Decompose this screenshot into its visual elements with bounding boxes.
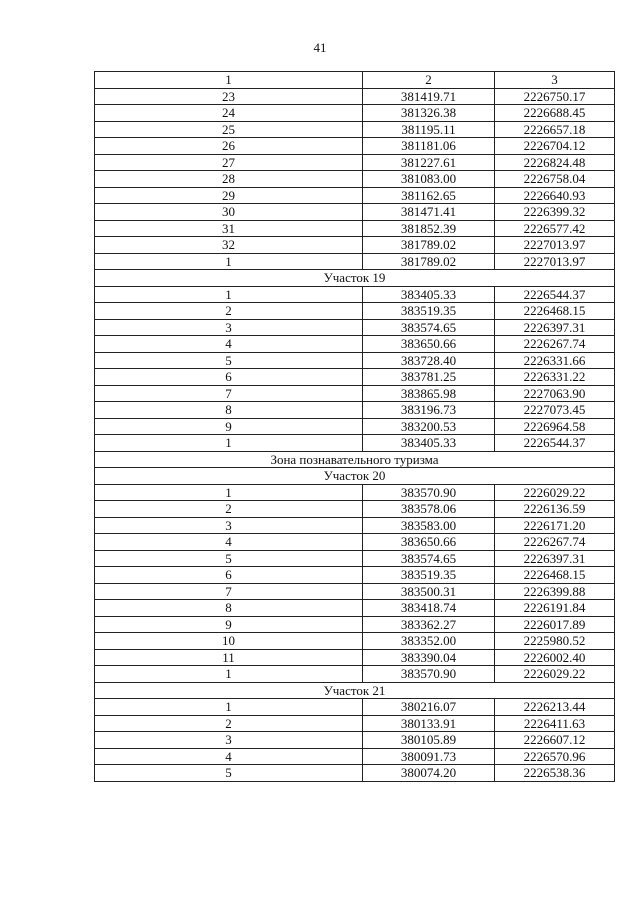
y-coordinate-cell: 2226213.44: [495, 699, 615, 716]
point-number-cell: 3: [95, 319, 363, 336]
table-row: [95, 369, 615, 386]
section-heading: Участок 21: [95, 682, 615, 699]
point-number-cell: 11: [95, 649, 363, 666]
point-number-cell: 9: [95, 418, 363, 435]
table-row: [95, 666, 615, 683]
x-coordinate-cell: 383200.53: [363, 418, 495, 435]
x-coordinate-cell: 383574.65: [363, 319, 495, 336]
table-row: [95, 567, 615, 584]
point-number-cell: 1: [95, 699, 363, 716]
x-coordinate-cell: 383418.74: [363, 600, 495, 617]
x-coordinate-cell: 380133.91: [363, 715, 495, 732]
y-coordinate-cell: 2226171.20: [495, 517, 615, 534]
x-coordinate-cell: 383570.90: [363, 666, 495, 683]
point-number-cell: 28: [95, 171, 363, 188]
point-number-cell: 6: [95, 567, 363, 584]
table-row: [95, 154, 615, 171]
y-coordinate-cell: 2227063.90: [495, 385, 615, 402]
x-coordinate-cell: 383405.33: [363, 435, 495, 452]
x-coordinate-cell: 383362.27: [363, 616, 495, 633]
y-coordinate-cell: 2225980.52: [495, 633, 615, 650]
point-number-cell: 31: [95, 220, 363, 237]
y-coordinate-cell: 2226191.84: [495, 600, 615, 617]
point-number-cell: 24: [95, 105, 363, 122]
point-number-cell: 4: [95, 534, 363, 551]
table-row: [95, 484, 615, 501]
point-number-cell: 4: [95, 748, 363, 765]
point-number-cell: 3: [95, 732, 363, 749]
x-coordinate-cell: 383519.35: [363, 567, 495, 584]
table-row: [95, 550, 615, 567]
table-row: [95, 649, 615, 666]
y-coordinate-cell: 2226468.15: [495, 303, 615, 320]
point-number-cell: 30: [95, 204, 363, 221]
y-coordinate-cell: 2227013.97: [495, 237, 615, 254]
y-coordinate-cell: 2226017.89: [495, 616, 615, 633]
x-coordinate-cell: 383196.73: [363, 402, 495, 419]
y-coordinate-cell: 2226824.48: [495, 154, 615, 171]
y-coordinate-cell: 2226758.04: [495, 171, 615, 188]
y-coordinate-cell: 2226750.17: [495, 88, 615, 105]
y-coordinate-cell: 2226267.74: [495, 534, 615, 551]
table-row: [95, 187, 615, 204]
point-number-cell: 1: [95, 253, 363, 270]
table-row: [95, 600, 615, 617]
table-row: [95, 237, 615, 254]
x-coordinate-cell: 383352.00: [363, 633, 495, 650]
y-coordinate-cell: 2226468.15: [495, 567, 615, 584]
table-row: [95, 253, 615, 270]
y-coordinate-cell: 2226411.63: [495, 715, 615, 732]
table-row: [95, 765, 615, 782]
table-row: [95, 517, 615, 534]
x-coordinate-cell: 383781.25: [363, 369, 495, 386]
point-number-cell: 1: [95, 666, 363, 683]
table-row: [95, 286, 615, 303]
x-coordinate-cell: 380216.07: [363, 699, 495, 716]
point-number-cell: 8: [95, 600, 363, 617]
x-coordinate-cell: 381789.02: [363, 237, 495, 254]
x-coordinate-cell: 383583.00: [363, 517, 495, 534]
x-coordinate-cell: 383574.65: [363, 550, 495, 567]
section-heading-row: [95, 451, 615, 468]
x-coordinate-cell: 380074.20: [363, 765, 495, 782]
table-row: [95, 616, 615, 633]
x-coordinate-cell: 381227.61: [363, 154, 495, 171]
point-number-cell: 2: [95, 303, 363, 320]
x-coordinate-cell: 381326.38: [363, 105, 495, 122]
point-number-cell: 5: [95, 550, 363, 567]
x-coordinate-cell: 383405.33: [363, 286, 495, 303]
y-coordinate-cell: 2226399.32: [495, 204, 615, 221]
x-coordinate-cell: 381471.41: [363, 204, 495, 221]
y-coordinate-cell: 2226029.22: [495, 666, 615, 683]
table-row: [95, 88, 615, 105]
table-row: [95, 402, 615, 419]
table-row: [95, 336, 615, 353]
x-coordinate-cell: 381419.71: [363, 88, 495, 105]
table-row: [95, 534, 615, 551]
x-coordinate-cell: 380105.89: [363, 732, 495, 749]
y-coordinate-cell: 2226570.96: [495, 748, 615, 765]
table-row: [95, 171, 615, 188]
x-coordinate-cell: 381181.06: [363, 138, 495, 155]
point-number-cell: 5: [95, 352, 363, 369]
point-number-cell: 5: [95, 765, 363, 782]
table-row: [95, 715, 615, 732]
table-row: [95, 435, 615, 452]
table-row: [95, 204, 615, 221]
header-cell-x: 2: [363, 72, 495, 89]
y-coordinate-cell: 2226964.58: [495, 418, 615, 435]
x-coordinate-cell: 383578.06: [363, 501, 495, 518]
table-header-row: [95, 72, 615, 89]
table-row: [95, 501, 615, 518]
section-heading: Участок 20: [95, 468, 615, 485]
point-number-cell: 10: [95, 633, 363, 650]
x-coordinate-cell: 383570.90: [363, 484, 495, 501]
point-number-cell: 23: [95, 88, 363, 105]
y-coordinate-cell: 2227073.45: [495, 402, 615, 419]
x-coordinate-cell: 383650.66: [363, 336, 495, 353]
y-coordinate-cell: 2226704.12: [495, 138, 615, 155]
point-number-cell: 8: [95, 402, 363, 419]
point-number-cell: 26: [95, 138, 363, 155]
table-row: [95, 303, 615, 320]
x-coordinate-cell: 383519.35: [363, 303, 495, 320]
y-coordinate-cell: 2226657.18: [495, 121, 615, 138]
table-row: [95, 121, 615, 138]
table-row: [95, 105, 615, 122]
table-row: [95, 583, 615, 600]
point-number-cell: 6: [95, 369, 363, 386]
x-coordinate-cell: 381195.11: [363, 121, 495, 138]
table-row: [95, 748, 615, 765]
y-coordinate-cell: 2226538.36: [495, 765, 615, 782]
x-coordinate-cell: 383390.04: [363, 649, 495, 666]
x-coordinate-cell: 383728.40: [363, 352, 495, 369]
header-cell-point: 1: [95, 72, 363, 89]
table-row: [95, 732, 615, 749]
x-coordinate-cell: 381789.02: [363, 253, 495, 270]
coordinates-table: [94, 71, 615, 782]
table-row: [95, 220, 615, 237]
y-coordinate-cell: 2226029.22: [495, 484, 615, 501]
point-number-cell: 9: [95, 616, 363, 633]
y-coordinate-cell: 2226399.88: [495, 583, 615, 600]
table-row: [95, 699, 615, 716]
y-coordinate-cell: 2226397.31: [495, 550, 615, 567]
header-cell-y: 3: [495, 72, 615, 89]
point-number-cell: 7: [95, 385, 363, 402]
point-number-cell: 1: [95, 435, 363, 452]
y-coordinate-cell: 2226640.93: [495, 187, 615, 204]
page-number: 41: [313, 40, 327, 55]
point-number-cell: 2: [95, 715, 363, 732]
y-coordinate-cell: 2226136.59: [495, 501, 615, 518]
y-coordinate-cell: 2226607.12: [495, 732, 615, 749]
x-coordinate-cell: 383650.66: [363, 534, 495, 551]
section-heading-row: [95, 270, 615, 287]
point-number-cell: 1: [95, 484, 363, 501]
x-coordinate-cell: 380091.73: [363, 748, 495, 765]
point-number-cell: 1: [95, 286, 363, 303]
y-coordinate-cell: 2227013.97: [495, 253, 615, 270]
section-heading-row: [95, 682, 615, 699]
point-number-cell: 29: [95, 187, 363, 204]
table-row: [95, 418, 615, 435]
point-number-cell: 27: [95, 154, 363, 171]
y-coordinate-cell: 2226331.66: [495, 352, 615, 369]
y-coordinate-cell: 2226544.37: [495, 286, 615, 303]
y-coordinate-cell: 2226544.37: [495, 435, 615, 452]
table-row: [95, 633, 615, 650]
table-row: [95, 319, 615, 336]
y-coordinate-cell: 2226002.40: [495, 649, 615, 666]
section-heading: Участок 19: [95, 270, 615, 287]
table-row: [95, 138, 615, 155]
table-row: [95, 385, 615, 402]
y-coordinate-cell: 2226267.74: [495, 336, 615, 353]
point-number-cell: 2: [95, 501, 363, 518]
y-coordinate-cell: 2226397.31: [495, 319, 615, 336]
x-coordinate-cell: 381083.00: [363, 171, 495, 188]
table-row: [95, 352, 615, 369]
section-heading-row: [95, 468, 615, 485]
section-heading: Зона познавательного туризма: [95, 451, 615, 468]
point-number-cell: 4: [95, 336, 363, 353]
x-coordinate-cell: 383865.98: [363, 385, 495, 402]
point-number-cell: 25: [95, 121, 363, 138]
point-number-cell: 3: [95, 517, 363, 534]
point-number-cell: 7: [95, 583, 363, 600]
x-coordinate-cell: 383500.31: [363, 583, 495, 600]
y-coordinate-cell: 2226688.45: [495, 105, 615, 122]
y-coordinate-cell: 2226577.42: [495, 220, 615, 237]
x-coordinate-cell: 381162.65: [363, 187, 495, 204]
x-coordinate-cell: 381852.39: [363, 220, 495, 237]
point-number-cell: 32: [95, 237, 363, 254]
y-coordinate-cell: 2226331.22: [495, 369, 615, 386]
coordinates-table-body: [95, 72, 615, 782]
